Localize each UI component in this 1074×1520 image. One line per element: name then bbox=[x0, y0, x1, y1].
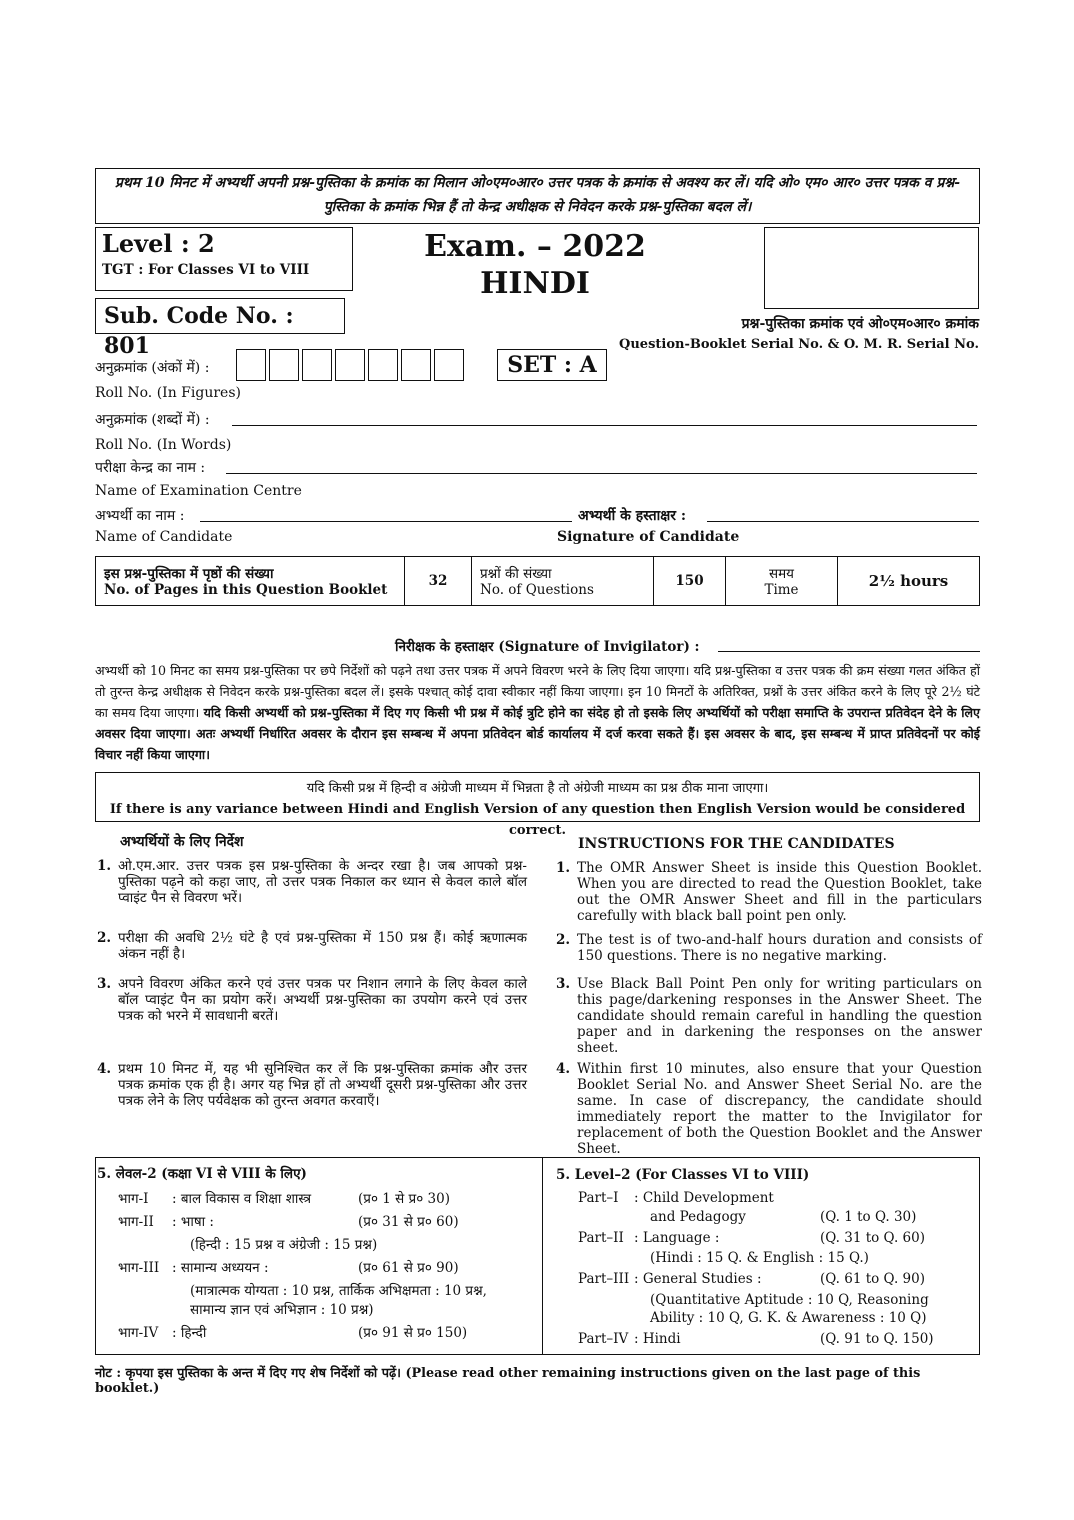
english-instruction-item bbox=[556, 932, 982, 964]
roll-figures-label-english: Roll No. (In Figures) bbox=[95, 385, 241, 401]
part-name: : General Studies : bbox=[634, 1271, 762, 1287]
part-range: (प्र० 31 से प्र० 60) bbox=[358, 1214, 459, 1230]
part-range: (Q. 61 to Q. 90) bbox=[820, 1271, 925, 1287]
item-number: 4. bbox=[97, 1061, 112, 1077]
time-value: 2½ hours bbox=[838, 557, 980, 606]
item-text: Use Black Ball Point Pen only for writing particulars on this page/darkening responses in the Answer Sheet. The candidate should remain careful in handling the question paper and in darkening the responses on the answer sheet. bbox=[577, 976, 982, 1056]
instruction-paragraph bbox=[95, 660, 980, 765]
part-subtext: Ability : 10 Q, G. K. & Awareness : 10 Q) bbox=[650, 1310, 927, 1326]
roll-digit-box[interactable] bbox=[401, 349, 431, 381]
pages-value: 32 bbox=[405, 557, 472, 606]
item-text: परीक्षा की अवधि 2½ घंटे है एवं प्रश्न-पुस्तिका में 150 प्रश्न हैं। कोई ऋणात्मक अंकन नहीं है। bbox=[118, 930, 527, 962]
hindi-instruction-item bbox=[97, 858, 527, 906]
parts-divider bbox=[542, 1157, 543, 1355]
item-text: अपने विवरण अंकित करने एवं उत्तर पत्रक पर निशान लगाने के लिए केवल काले बॉल प्वाइंट पैन का प्रयोग करें। अभ्यर्थी प्रश्न-पुस्तिका का उपयोग करने एवं उत्तर पत्रक को भरने में सावधानी बरतें। bbox=[118, 976, 527, 1024]
part-label: भाग-III bbox=[118, 1260, 160, 1276]
part-range: (प्र० 1 से प्र० 30) bbox=[358, 1191, 450, 1207]
roll-digit-box[interactable] bbox=[335, 349, 365, 381]
english-instruction-item bbox=[556, 860, 982, 924]
set-code: SET : A bbox=[497, 349, 607, 381]
item-text: ओ.एम.आर. उत्तर पत्रक इस प्रश्न-पुस्तिका के अन्दर रखा है। जब आपको प्रश्न-पुस्तिका पढ़ने को कहा जाए, तो उत्तर पत्रक निकाल कर ध्यान से केवल काले बॉल प्वाइंट पैन से विवरण भरें। bbox=[118, 858, 527, 906]
part-subtext: (Quantitative Aptitude : 10 Q, Reasoning bbox=[650, 1292, 929, 1308]
part-range: (Q. 1 to Q. 30) bbox=[820, 1209, 917, 1225]
item-text: The test is of two-and-half hours duration and consists of 150 questions. There is no negative marking. bbox=[577, 932, 982, 964]
roll-figures-label-hindi: अनुक्रमांक (अंकों में) : bbox=[95, 360, 210, 376]
part-subtext: सामान्य ज्ञान एवं अभिज्ञान : 10 प्रश्न) bbox=[190, 1302, 374, 1318]
top-notice: प्रथम 10 मिनट में अभ्यर्थी अपनी प्रश्न-पुस्तिका के क्रमांक का मिलान ओ०एम०आर० उत्तर पत्रक के क्रमांक से अवश्य कर लें। यदि ओ० एम० आर० उत्तर पत्रक व प्रश्न-पुस्तिका के क्रमांक भिन्न हैं तो केन्द्र अधीक्षक से निवेदन करके प्रश्न-पुस्तिका बदल लें। bbox=[95, 168, 980, 224]
part-range: (Q. 31 to Q. 60) bbox=[820, 1230, 925, 1246]
roll-digit-box[interactable] bbox=[434, 349, 464, 381]
part-label: Part–I bbox=[578, 1190, 619, 1206]
centre-line[interactable] bbox=[226, 473, 977, 474]
roll-digit-box[interactable] bbox=[236, 349, 266, 381]
sign-line[interactable] bbox=[707, 521, 979, 522]
part-name: : Child Development bbox=[634, 1190, 774, 1206]
serial-label-english: Question-Booklet Serial No. & O. M. R. Serial No. bbox=[619, 337, 979, 352]
name-label-english: Name of Candidate bbox=[95, 529, 233, 545]
part-label: भाग-II bbox=[118, 1214, 154, 1230]
level-box bbox=[95, 227, 353, 291]
pages-label-cell bbox=[96, 557, 405, 606]
questions-label-english: No. of Questions bbox=[480, 582, 594, 598]
item-number: 4. bbox=[556, 1061, 571, 1077]
part-range: (Q. 91 to Q. 150) bbox=[820, 1331, 934, 1347]
name-label-hindi: अभ्यर्थी का नाम : bbox=[95, 508, 185, 524]
footer-note: नोट : कृपया इस पुस्तिका के अन्त में दिए गए शेष निर्देशों को पढ़ें। (Please read other remaining instructions given on the last page of this booklet.) bbox=[95, 1366, 921, 1396]
part-label: Part–III bbox=[578, 1271, 630, 1287]
item-number: 2. bbox=[97, 930, 112, 946]
part-subtext: (हिन्दी : 15 प्रश्न व अंग्रेजी : 15 प्रश्न) bbox=[190, 1237, 378, 1253]
exam-subject: HINDI bbox=[480, 266, 590, 301]
item-text: Within first 10 minutes, also ensure that your Question Booklet Serial No. and Answer Sheet Serial No. are the same. In case of discrepancy, the candidate should immediately report the matter to the Invigilator for replacement of both the Question Booklet and the Answer Sheet. bbox=[577, 1061, 982, 1157]
sign-label-english: Signature of Candidate bbox=[557, 529, 740, 545]
sign-label-hindi: अभ्यर्थी के हस्ताक्षर : bbox=[578, 508, 687, 524]
roll-words-line[interactable] bbox=[232, 425, 977, 426]
roll-digit-box[interactable] bbox=[368, 349, 398, 381]
parts-title-english: 5. Level–2 (For Classes VI to VIII) bbox=[556, 1167, 810, 1183]
sub-code: Sub. Code No. : 801 bbox=[95, 298, 345, 334]
serial-label-hindi: प्रश्न-पुस्तिका क्रमांक एवं ओ०एम०आर० क्रमांक bbox=[741, 316, 979, 332]
roll-words-label-hindi: अनुक्रमांक (शब्दों में) : bbox=[95, 412, 210, 428]
centre-label-english: Name of Examination Centre bbox=[95, 483, 302, 499]
part-name: : Language : bbox=[634, 1230, 720, 1246]
part-name-cont: and Pedagogy bbox=[650, 1209, 746, 1225]
questions-label-cell bbox=[472, 557, 654, 606]
english-instruction-item bbox=[556, 976, 982, 1056]
level-title: Level : 2 bbox=[102, 229, 215, 258]
questions-label-hindi: प्रश्नों की संख्या bbox=[480, 566, 552, 582]
parts-title-hindi: 5. लेवल-2 (कक्षा VI से VIII के लिए) bbox=[97, 1166, 307, 1182]
part-name: : बाल विकास व शिक्षा शास्त्र bbox=[172, 1191, 312, 1207]
part-label: भाग-I bbox=[118, 1191, 149, 1207]
roll-digit-box[interactable] bbox=[302, 349, 332, 381]
item-text: प्रथम 10 मिनट में, यह भी सुनिश्चित कर लें कि प्रश्न-पुस्तिका क्रमांक और उत्तर पत्रक क्रमांक एक ही है। अगर यह भिन्न हों तो अभ्यर्थी दूसरी प्रश्न-पुस्तिका और उत्तर पत्रक लेने के लिए पर्यवेक्षक को तुरन्त अवगत करवाएँ। bbox=[118, 1061, 527, 1109]
variance-notice bbox=[95, 772, 980, 838]
part-name: : Hindi bbox=[634, 1331, 681, 1347]
roll-digit-box[interactable] bbox=[269, 349, 299, 381]
level-subtitle: TGT : For Classes VI to VIII bbox=[102, 262, 310, 278]
part-name: : सामान्य अध्ययन : bbox=[172, 1260, 269, 1276]
english-instructions-title: INSTRUCTIONS FOR THE CANDIDATES bbox=[578, 836, 895, 852]
exam-title: Exam. – 2022 bbox=[424, 229, 646, 264]
item-number: 3. bbox=[556, 976, 571, 992]
part-subtext: (Hindi : 15 Q. & English : 15 Q.) bbox=[650, 1250, 869, 1266]
part-range: (प्र० 61 से प्र० 90) bbox=[358, 1260, 459, 1276]
time-label-cell bbox=[726, 557, 838, 606]
pages-label-hindi: इस प्रश्न-पुस्तिका में पृष्ठों की संख्या bbox=[104, 566, 274, 582]
part-label: Part–IV bbox=[578, 1331, 629, 1347]
part-subtext: (मात्रात्मक योग्यता : 10 प्रश्न, तार्किक अभिक्षमता : 10 प्रश्न, bbox=[190, 1283, 487, 1299]
questions-value: 150 bbox=[654, 557, 726, 606]
time-label-hindi: समय bbox=[768, 566, 795, 582]
part-range: (प्र० 91 से प्र० 150) bbox=[358, 1325, 468, 1341]
pages-label-english: No. of Pages in this Question Booklet bbox=[104, 582, 388, 598]
english-instruction-item bbox=[556, 1061, 982, 1157]
serial-number-box[interactable] bbox=[764, 227, 979, 309]
item-number: 2. bbox=[556, 932, 571, 948]
item-text: The OMR Answer Sheet is inside this Question Booklet. When you are directed to read the Question Booklet, take out the OMR Answer Sheet and fill in the particulars carefully with black ball point pen only. bbox=[577, 860, 982, 924]
item-number: 1. bbox=[556, 860, 571, 876]
part-label: भाग-IV bbox=[118, 1325, 159, 1341]
part-name: : हिन्दी bbox=[172, 1325, 207, 1341]
time-label-english: Time bbox=[764, 582, 799, 598]
instruction-text: अभ्यर्थी को 10 मिनट का समय प्रश्न-पुस्तिका पर छपे निर्देशों को पढ़ने तथा उत्तर पत्रक में अपने विवरण भरने के लिए दिया जाएगा। यदि प्रश्न-पुस्तिका व उत्तर पत्रक की क्रम संख्या गलत अंकित हों तो तुरन्त केन्द्र अधीक्षक से निवेदन करके प्रश्न-पुस्तिका बदल लें। इसके पश्चात् कोई दावा स्वीकार नहीं किया जाएगा। इन 10 मिनटों के अतिरिक्त, प्रश्नों के उत्तर अंकित करने के लिए पूरे 2½ घंटे का समय दिया जाएगा। bbox=[95, 663, 980, 720]
centre-label-hindi: परीक्षा केन्द्र का नाम : bbox=[95, 460, 206, 476]
variance-english: If there is any variance between Hindi and English Version of any question then English Version would be considered correct. bbox=[109, 802, 966, 838]
part-name: : भाषा : bbox=[172, 1214, 214, 1230]
roll-words-label-english: Roll No. (In Words) bbox=[95, 437, 232, 453]
instruction-text-bold: यदि किसी अभ्यर्थी को प्रश्न-पुस्तिका में दिए गए किसी भी प्रश्न में कोई त्रुटि होने का संदेह हो तो इसके लिए अभ्यर्थियों को परीक्षा समाप्ति के उपरान्त प्रतिवेदन देने के लिए अवसर दिया जाएगा। अतः अभ्यर्थी निर्धारित अवसर के दौरान इस सम्बन्ध में अपना प्रतिवेदन बोर्ड कार्यालय में दर्ज करवा सकते हैं। इस अवसर के बाद, इस सम्बन्ध में प्राप्त प्रतिवेदनों पर कोई विचार नहीं किया जाएगा। bbox=[95, 705, 980, 762]
name-line[interactable] bbox=[200, 521, 572, 522]
item-number: 1. bbox=[97, 858, 112, 874]
invigilator-sign-line[interactable] bbox=[718, 651, 980, 652]
hindi-instruction-item bbox=[97, 1061, 527, 1109]
booklet-info-table bbox=[95, 556, 980, 606]
invigilator-label: निरीक्षक के हस्ताक्षर (Signature of Invigilator) : bbox=[395, 639, 700, 655]
hindi-instruction-item bbox=[97, 930, 527, 962]
hindi-instructions-title: अभ्यर्थियों के लिए निर्देश bbox=[120, 834, 244, 850]
hindi-instruction-item bbox=[97, 976, 527, 1024]
part-label: Part–II bbox=[578, 1230, 624, 1246]
item-number: 3. bbox=[97, 976, 112, 992]
variance-hindi: यदि किसी प्रश्न में हिन्दी व अंग्रेजी माध्यम में भिन्नता है तो अंग्रेजी माध्यम का प्रश्न ठीक माना जाएगा। bbox=[306, 781, 769, 796]
